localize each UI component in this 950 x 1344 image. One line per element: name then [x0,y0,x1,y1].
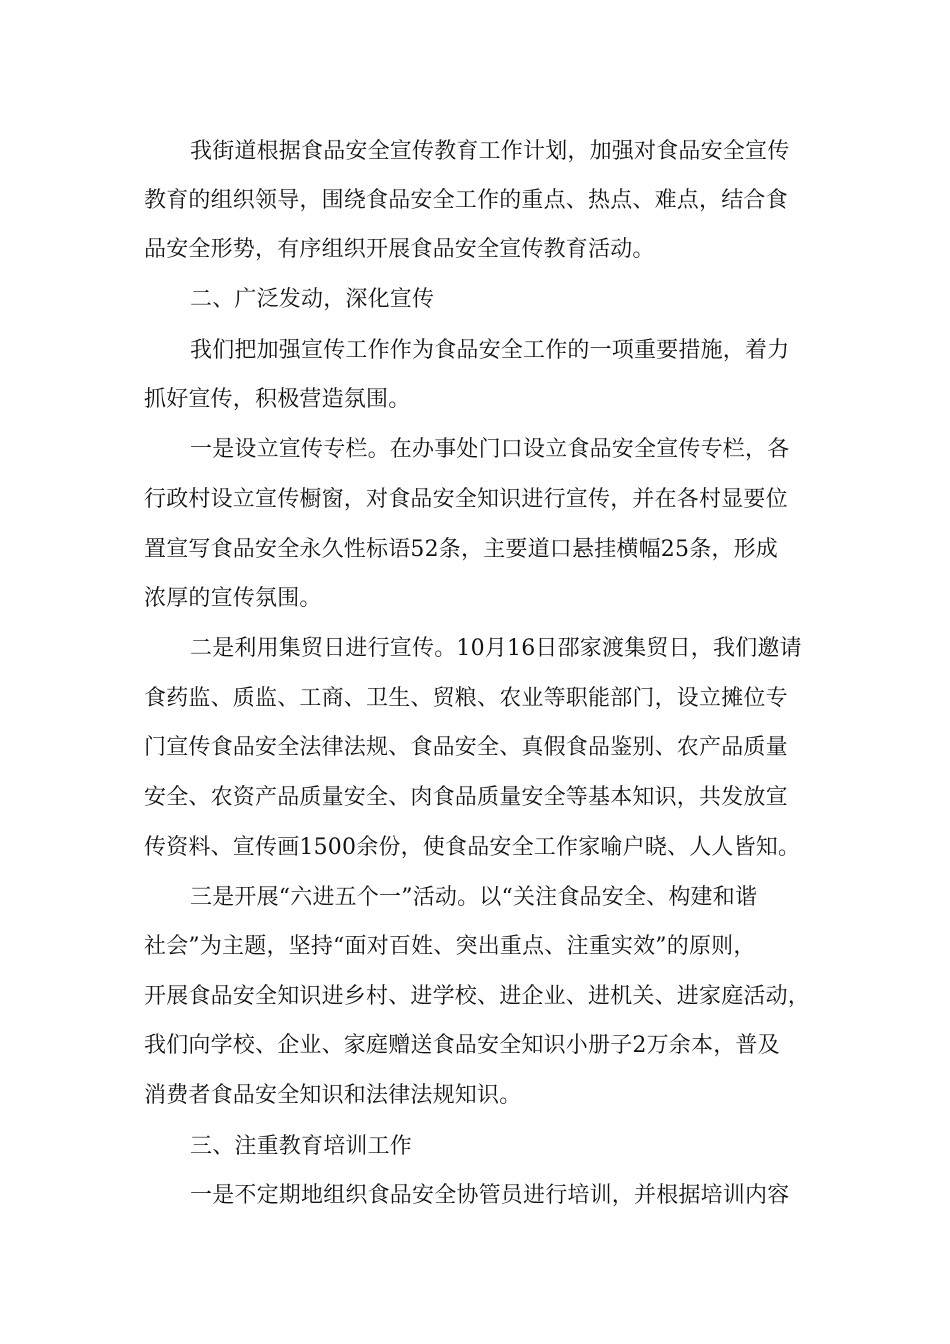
paragraph-line: 三是开展“六进五个一”活动。以“关注食品安全、构建和谐 [190,885,758,910]
paragraph-line: 品安全形势，有序组织开展食品安全宣传教育活动。 [144,237,655,262]
paragraph-line: 食药监、质监、工商、卫生、贸粮、农业等职能部门，设立摊位专 [144,686,788,711]
paragraph-line: 一是设立宣传专栏。在办事处门口设立食品安全宣传专栏，各 [190,437,790,462]
paragraph-line: 开展食品安全知识进乡村、进学校、进企业、进机关、进家庭活动， [144,984,811,1009]
paragraph-line: 我们把加强宣传工作作为食品安全工作的一项重要措施，着力 [190,338,790,363]
paragraph-line: 二是利用集贸日进行宣传。10月16日邵家渡集贸日，我们邀请 [190,636,802,661]
paragraph-line: 社会”为主题，坚持“面对百姓、突出重点、注重实效”的原则， [144,934,756,959]
paragraph-line: 门宣传食品安全法律法规、食品安全、真假食品鉴别、农产品质量 [144,735,788,760]
paragraph-line: 一是不定期地组织食品安全协管员进行培训，并根据培训内容 [190,1183,790,1208]
paragraph-line: 我们向学校、企业、家庭赠送食品安全知识小册子2万余本，普及 [144,1033,780,1058]
paragraph-line: 置宣写食品安全永久性标语52条，主要道口悬挂横幅25条，形成 [144,537,778,562]
paragraph-line: 教育的组织领导，围绕食品安全工作的重点、热点、难点，结合食 [144,188,788,213]
paragraph-line: 安全、农资产品质量安全、肉食品质量安全等基本知识，共发放宣 [144,785,788,810]
section-heading: 二、广泛发动，深化宣传 [190,287,435,312]
paragraph-line: 我街道根据食品安全宣传教育工作计划，加强对食品安全宣传 [190,139,790,164]
paragraph-line: 消费者食品安全知识和法律法规知识。 [144,1083,522,1108]
section-heading: 三、注重教育培训工作 [190,1134,413,1159]
paragraph-line: 浓厚的宣传氛围。 [144,586,322,611]
paragraph-line: 行政村设立宣传橱窗，对食品安全知识进行宣传，并在各村显要位 [144,487,788,512]
paragraph-line: 传资料、宣传画1500余份，使食品安全工作家喻户晓、人人皆知。 [144,835,801,860]
paragraph-line: 抓好宣传，积极营造氛围。 [144,387,411,412]
